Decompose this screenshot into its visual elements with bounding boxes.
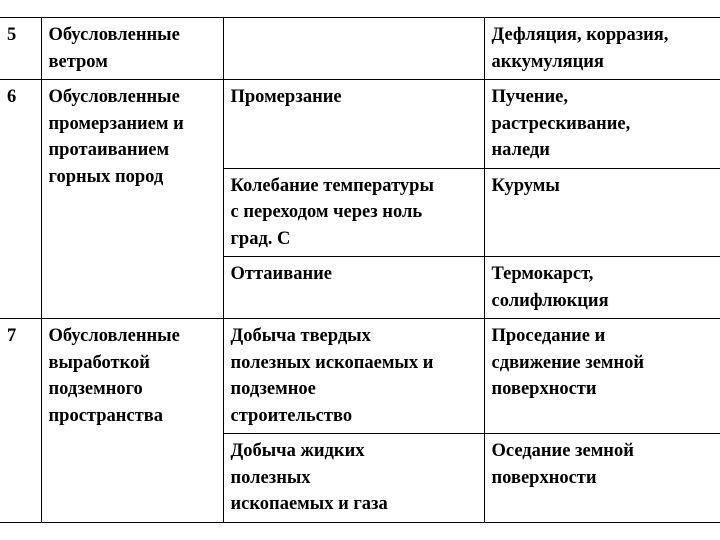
group-cell: Обусловленные выработкой подземного пространства: [41, 319, 223, 523]
group-cell: Обусловленные промерзанием и протаиванием горных пород: [41, 80, 223, 319]
table-row: [0, 319, 720, 434]
process-cell: Колебание температуры с переходом через ноль град. С: [223, 168, 484, 257]
process-cell: Добыча жидких полезных ископаемых и газа: [223, 434, 484, 523]
phenomenon-cell: Дефляция, корразия, аккумуляция: [484, 18, 720, 80]
process-cell: Оттаивание: [223, 257, 484, 319]
process-cell: Добыча твердых полезных ископаемых и подземное строительство: [223, 319, 484, 434]
phenomenon-cell: Оседание земной поверхности: [484, 434, 720, 523]
row-number: 6: [0, 80, 41, 319]
phenomenon-cell: Пучение, растрескивание, наледи: [484, 80, 720, 169]
row-number: 7: [0, 319, 41, 523]
phenomenon-cell: Термокарст, солифлюкция: [484, 257, 720, 319]
table-row: [0, 18, 720, 80]
row-number: 5: [0, 18, 41, 80]
table-row: [0, 80, 720, 169]
process-cell: [223, 18, 484, 80]
process-cell: Промерзание: [223, 80, 484, 169]
processes-table: [0, 17, 720, 523]
phenomenon-cell: Проседание и сдвижение земной поверхности: [484, 319, 720, 434]
group-cell: Обусловленные ветром: [41, 18, 223, 80]
phenomenon-cell: Курумы: [484, 168, 720, 257]
